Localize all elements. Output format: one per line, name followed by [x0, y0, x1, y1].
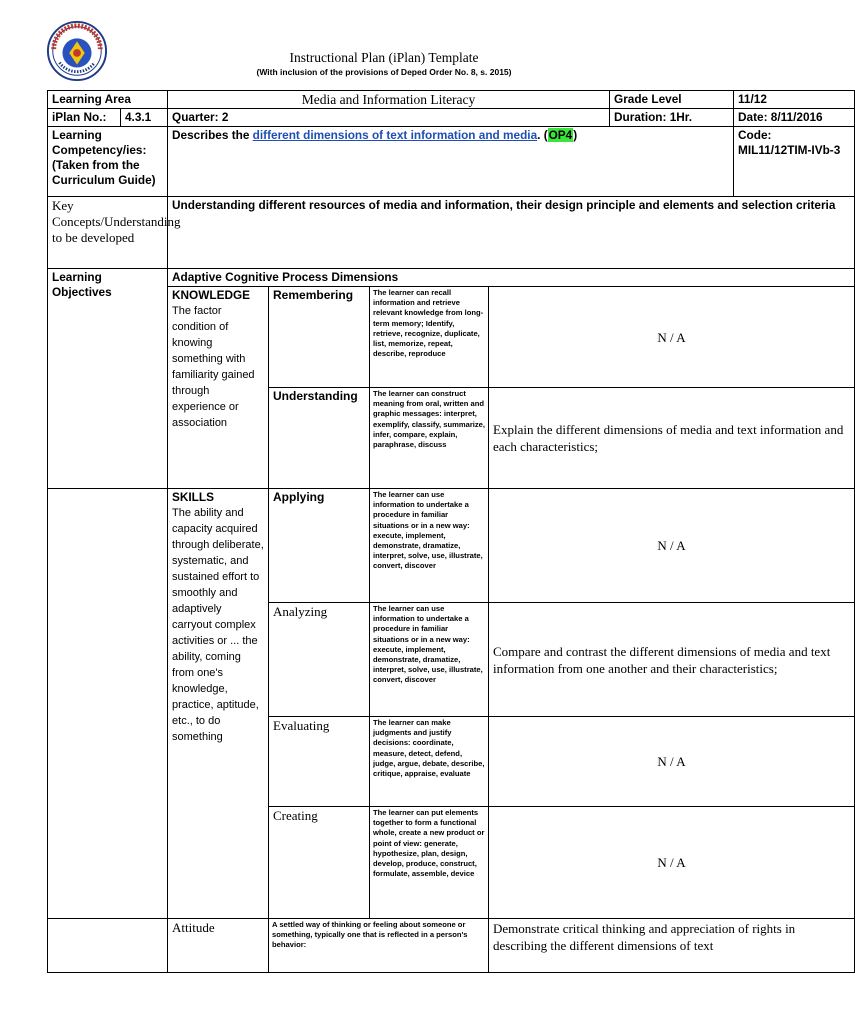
- knowledge-desc: The factor condition of knowing something with familiarity gained through experience or association: [172, 305, 255, 429]
- code-cell: [734, 127, 855, 197]
- quarter: Quarter: 2: [168, 109, 610, 127]
- knowledge-cell: [168, 287, 269, 489]
- process-analyzing: Analyzing: [269, 603, 370, 717]
- competency-prefix: Describes the: [172, 128, 253, 142]
- objective-analyzing: Compare and contrast the different dimensions of media and text information from one another and their characteristics;: [489, 603, 855, 717]
- row-competency: [48, 127, 855, 197]
- objective-applying: N / A: [489, 489, 855, 603]
- competency-label: Learning Competency/ies: (Taken from the Curriculum Guide): [48, 127, 168, 197]
- objective-understanding: Explain the different dimensions of media and text information and each characteristics;: [489, 388, 855, 489]
- iplan-table: [47, 90, 855, 973]
- row-attitude: [48, 919, 855, 973]
- learning-area-value: Media and Information Literacy: [168, 91, 610, 109]
- row-remembering: [48, 287, 855, 388]
- knowledge-title: KNOWLEDGE: [172, 288, 251, 302]
- attitude-objective: Demonstrate critical thinking and appreciation of rights in describing the different dimensions of text: [489, 919, 855, 973]
- process-understanding: Understanding: [269, 388, 370, 489]
- skills-title: SKILLS: [172, 490, 214, 504]
- attitude-label: Attitude: [168, 919, 269, 973]
- learning-objectives-label: Learning Objectives: [48, 269, 168, 489]
- skills-cell: [168, 489, 269, 919]
- competency-tag: OP4: [548, 128, 573, 142]
- desc-evaluating: The learner can make judgments and justify decisions: coordinate, measure, detect, defend, judge, argue, debate, describe, critique, appraise, evaluate: [370, 717, 489, 807]
- duration: Duration: 1Hr.: [610, 109, 734, 127]
- row-iplan: [48, 109, 855, 127]
- desc-applying: The learner can use information to undertake a procedure in familiar situations or in a new way: execute, implement, demonstrate, dramatize, interpret, solve, use, illustrate, convert, discover: [370, 489, 489, 603]
- row-dimensions-header: [48, 269, 855, 287]
- code-value: MIL11/12TIM-IVb-3: [738, 143, 841, 157]
- key-concepts-label: Key Concepts/Understanding to be developed: [48, 197, 168, 269]
- desc-understanding: The learner can construct meaning from oral, written and graphic messages: interpret, exemplify, classify, summarize, infer, compare, explain, paraphrase, discuss: [370, 388, 489, 489]
- desc-creating: The learner can put elements together to form a functional whole, create a new product or point of view: generate, hypothesize, plan, design, develop, produce, construct, formulate, assemble, device: [370, 807, 489, 919]
- attitude-desc: A settled way of thinking or feeling about someone or something, typically one that is reflected in a person's behavior:: [269, 919, 489, 973]
- competency-text: [168, 127, 734, 197]
- competency-after-link: . (: [537, 128, 548, 142]
- document-header: [0, 0, 768, 92]
- objective-evaluating: N / A: [489, 717, 855, 807]
- skills-empty-cell: [48, 489, 168, 919]
- grade-level-value: 11/12: [734, 91, 855, 109]
- document-title: Instructional Plan (iPlan) Template: [289, 50, 479, 65]
- row-key-concepts: [48, 197, 855, 269]
- skills-desc: The ability and capacity acquired through deliberate, systematic, and sustained effort to smoothly and adaptively carryout complex activities or ... the ability, coming from one's knowledge, practice, aptitude, etc., to do something: [172, 507, 264, 743]
- row-learning-area: [48, 91, 855, 109]
- desc-remembering: The learner can recall information and retrieve relevant knowledge from long-term memory; Identify, retrieve, recognize, duplicate, list, memorize, repeat, describe, reproduce: [370, 287, 489, 388]
- objective-remembering: N / A: [489, 287, 855, 388]
- attitude-empty-cell: [48, 919, 168, 973]
- process-applying: Applying: [269, 489, 370, 603]
- row-applying: [48, 489, 855, 603]
- objective-creating: N / A: [489, 807, 855, 919]
- process-creating: Creating: [269, 807, 370, 919]
- competency-close: ): [573, 128, 578, 142]
- grade-level-label: Grade Level: [610, 91, 734, 109]
- process-remembering: Remembering: [269, 287, 370, 388]
- process-evaluating: Evaluating: [269, 717, 370, 807]
- date: Date: 8/11/2016: [734, 109, 855, 127]
- key-concepts-text: Understanding different resources of media and information, their design principle and elements and selection criteria: [168, 197, 855, 269]
- code-label: Code:: [738, 128, 772, 142]
- competency-link[interactable]: different dimensions of text information and media: [252, 128, 538, 142]
- desc-analyzing: The learner can use information to undertake a procedure in familiar situations or in a new way: execute, implement, demonstrate, dramatize, interpret, solve, use, illustrate, convert, discover: [370, 603, 489, 717]
- dimensions-header: Adaptive Cognitive Process Dimensions: [168, 269, 855, 287]
- iplan-no-value: 4.3.1: [121, 109, 168, 127]
- document-subtitle: (With inclusion of the provisions of Deped Order No. 8, s. 2015): [256, 67, 512, 77]
- learning-area-label: Learning Area: [48, 91, 168, 109]
- iplan-no-label: iPlan No.:: [48, 109, 121, 127]
